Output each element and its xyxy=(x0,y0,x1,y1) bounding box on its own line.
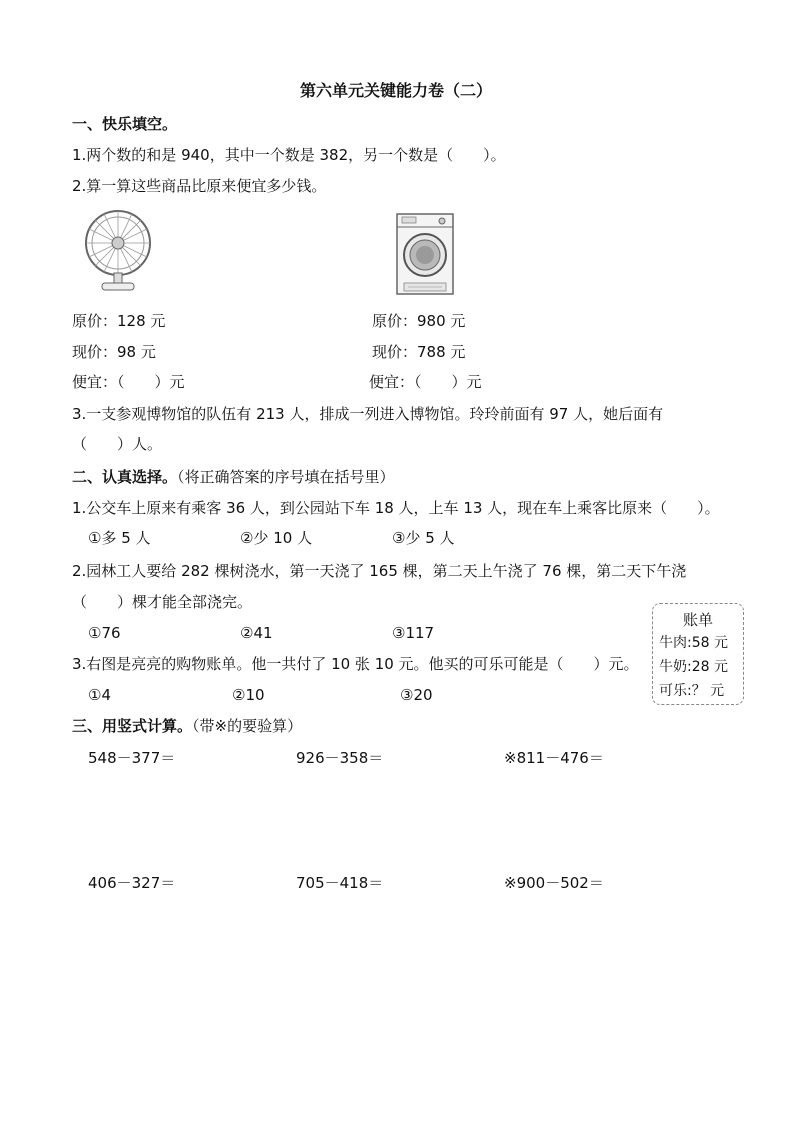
question-1-1: 1.两个数的和是 940，其中一个数是 382，另一个数是（ ）。 xyxy=(72,146,506,164)
question-2-1: 1.公交车上原来有乘客 36 人，到公园站下车 18 人，上车 13 人，现在车上乘客比原来（ ）。 xyxy=(72,499,720,517)
bill-title: 账单 xyxy=(682,611,713,629)
question-2-3: 3.右图是亮亮的购物账单。他一共付了 10 张 10 元。他买的可乐可能是（ ）元。 xyxy=(72,655,639,673)
question-2-2-option-b: ②41 xyxy=(240,624,273,642)
section3-heading: 三、用竖式计算。 xyxy=(72,717,193,735)
section2-heading: 二、认真选择。 xyxy=(72,468,178,486)
washer-current-price: 现价：788 元 xyxy=(372,343,466,361)
question-2-2-option-a: ①76 xyxy=(88,624,121,642)
section1-heading: 一、快乐填空。 xyxy=(72,115,178,133)
bill-row-beef: 牛肉:58 元 xyxy=(659,635,728,651)
question-2-2-option-c: ③117 xyxy=(392,624,435,642)
question-2-3-option-c: ③20 xyxy=(400,686,433,704)
question-2-1-option-a: ①多 5 人 xyxy=(88,529,151,547)
calc-problem: 548－377＝ xyxy=(88,749,176,767)
question-2-3-option-a: ①4 xyxy=(88,686,111,704)
calc-problem-verify: ※811－476＝ xyxy=(504,749,604,767)
question-2-1-option-c: ③少 5 人 xyxy=(392,529,455,547)
section3-heading-note: （带※的要验算） xyxy=(192,717,303,735)
fan-current-price: 现价：98 元 xyxy=(72,343,156,361)
calc-problem: 406－327＝ xyxy=(88,874,176,892)
section2-heading-row xyxy=(72,467,395,487)
shopping-bill xyxy=(652,603,744,705)
question-1-3-line2: （ ）人。 xyxy=(72,435,163,453)
washer-original-price: 原价：980 元 xyxy=(372,312,466,330)
question-2-2-line2: （ ）棵才能全部浇完。 xyxy=(72,593,253,611)
fan-original-price: 原价：128 元 xyxy=(72,312,166,330)
question-2-2-line1: 2.园林工人要给 282 棵树浇水，第一天浇了 165 棵，第二天上午浇了 76 棵，第二天下午浇 xyxy=(72,562,687,580)
calc-problem-verify: ※900－502＝ xyxy=(504,874,604,892)
bill-row-milk: 牛奶:28 元 xyxy=(659,659,728,675)
bill-row-cola: 可乐:？ 元 xyxy=(659,683,725,699)
washing-machine-icon xyxy=(396,213,454,295)
electric-fan-icon xyxy=(80,207,160,295)
section3-heading-row xyxy=(72,716,302,736)
washer-cheaper-blank: 便宜：（ ）元 xyxy=(369,373,482,391)
calc-problem: 926－358＝ xyxy=(296,749,384,767)
question-1-2: 2.算一算这些商品比原来便宜多少钱。 xyxy=(72,177,327,195)
question-2-1-option-b: ②少 10 人 xyxy=(240,529,313,547)
section2-heading-note: （将正确答案的序号填在括号里） xyxy=(177,468,395,486)
calc-problem: 705－418＝ xyxy=(296,874,384,892)
question-2-3-option-b: ②10 xyxy=(232,686,265,704)
question-1-3-line1: 3.一支参观博物馆的队伍有 213 人，排成一列进入博物馆。玲玲前面有 97 人，她后面有 xyxy=(72,405,664,423)
fan-cheaper-blank: 便宜：（ ）元 xyxy=(72,373,185,391)
page-title: 第六单元关键能力卷（二） xyxy=(300,81,493,100)
